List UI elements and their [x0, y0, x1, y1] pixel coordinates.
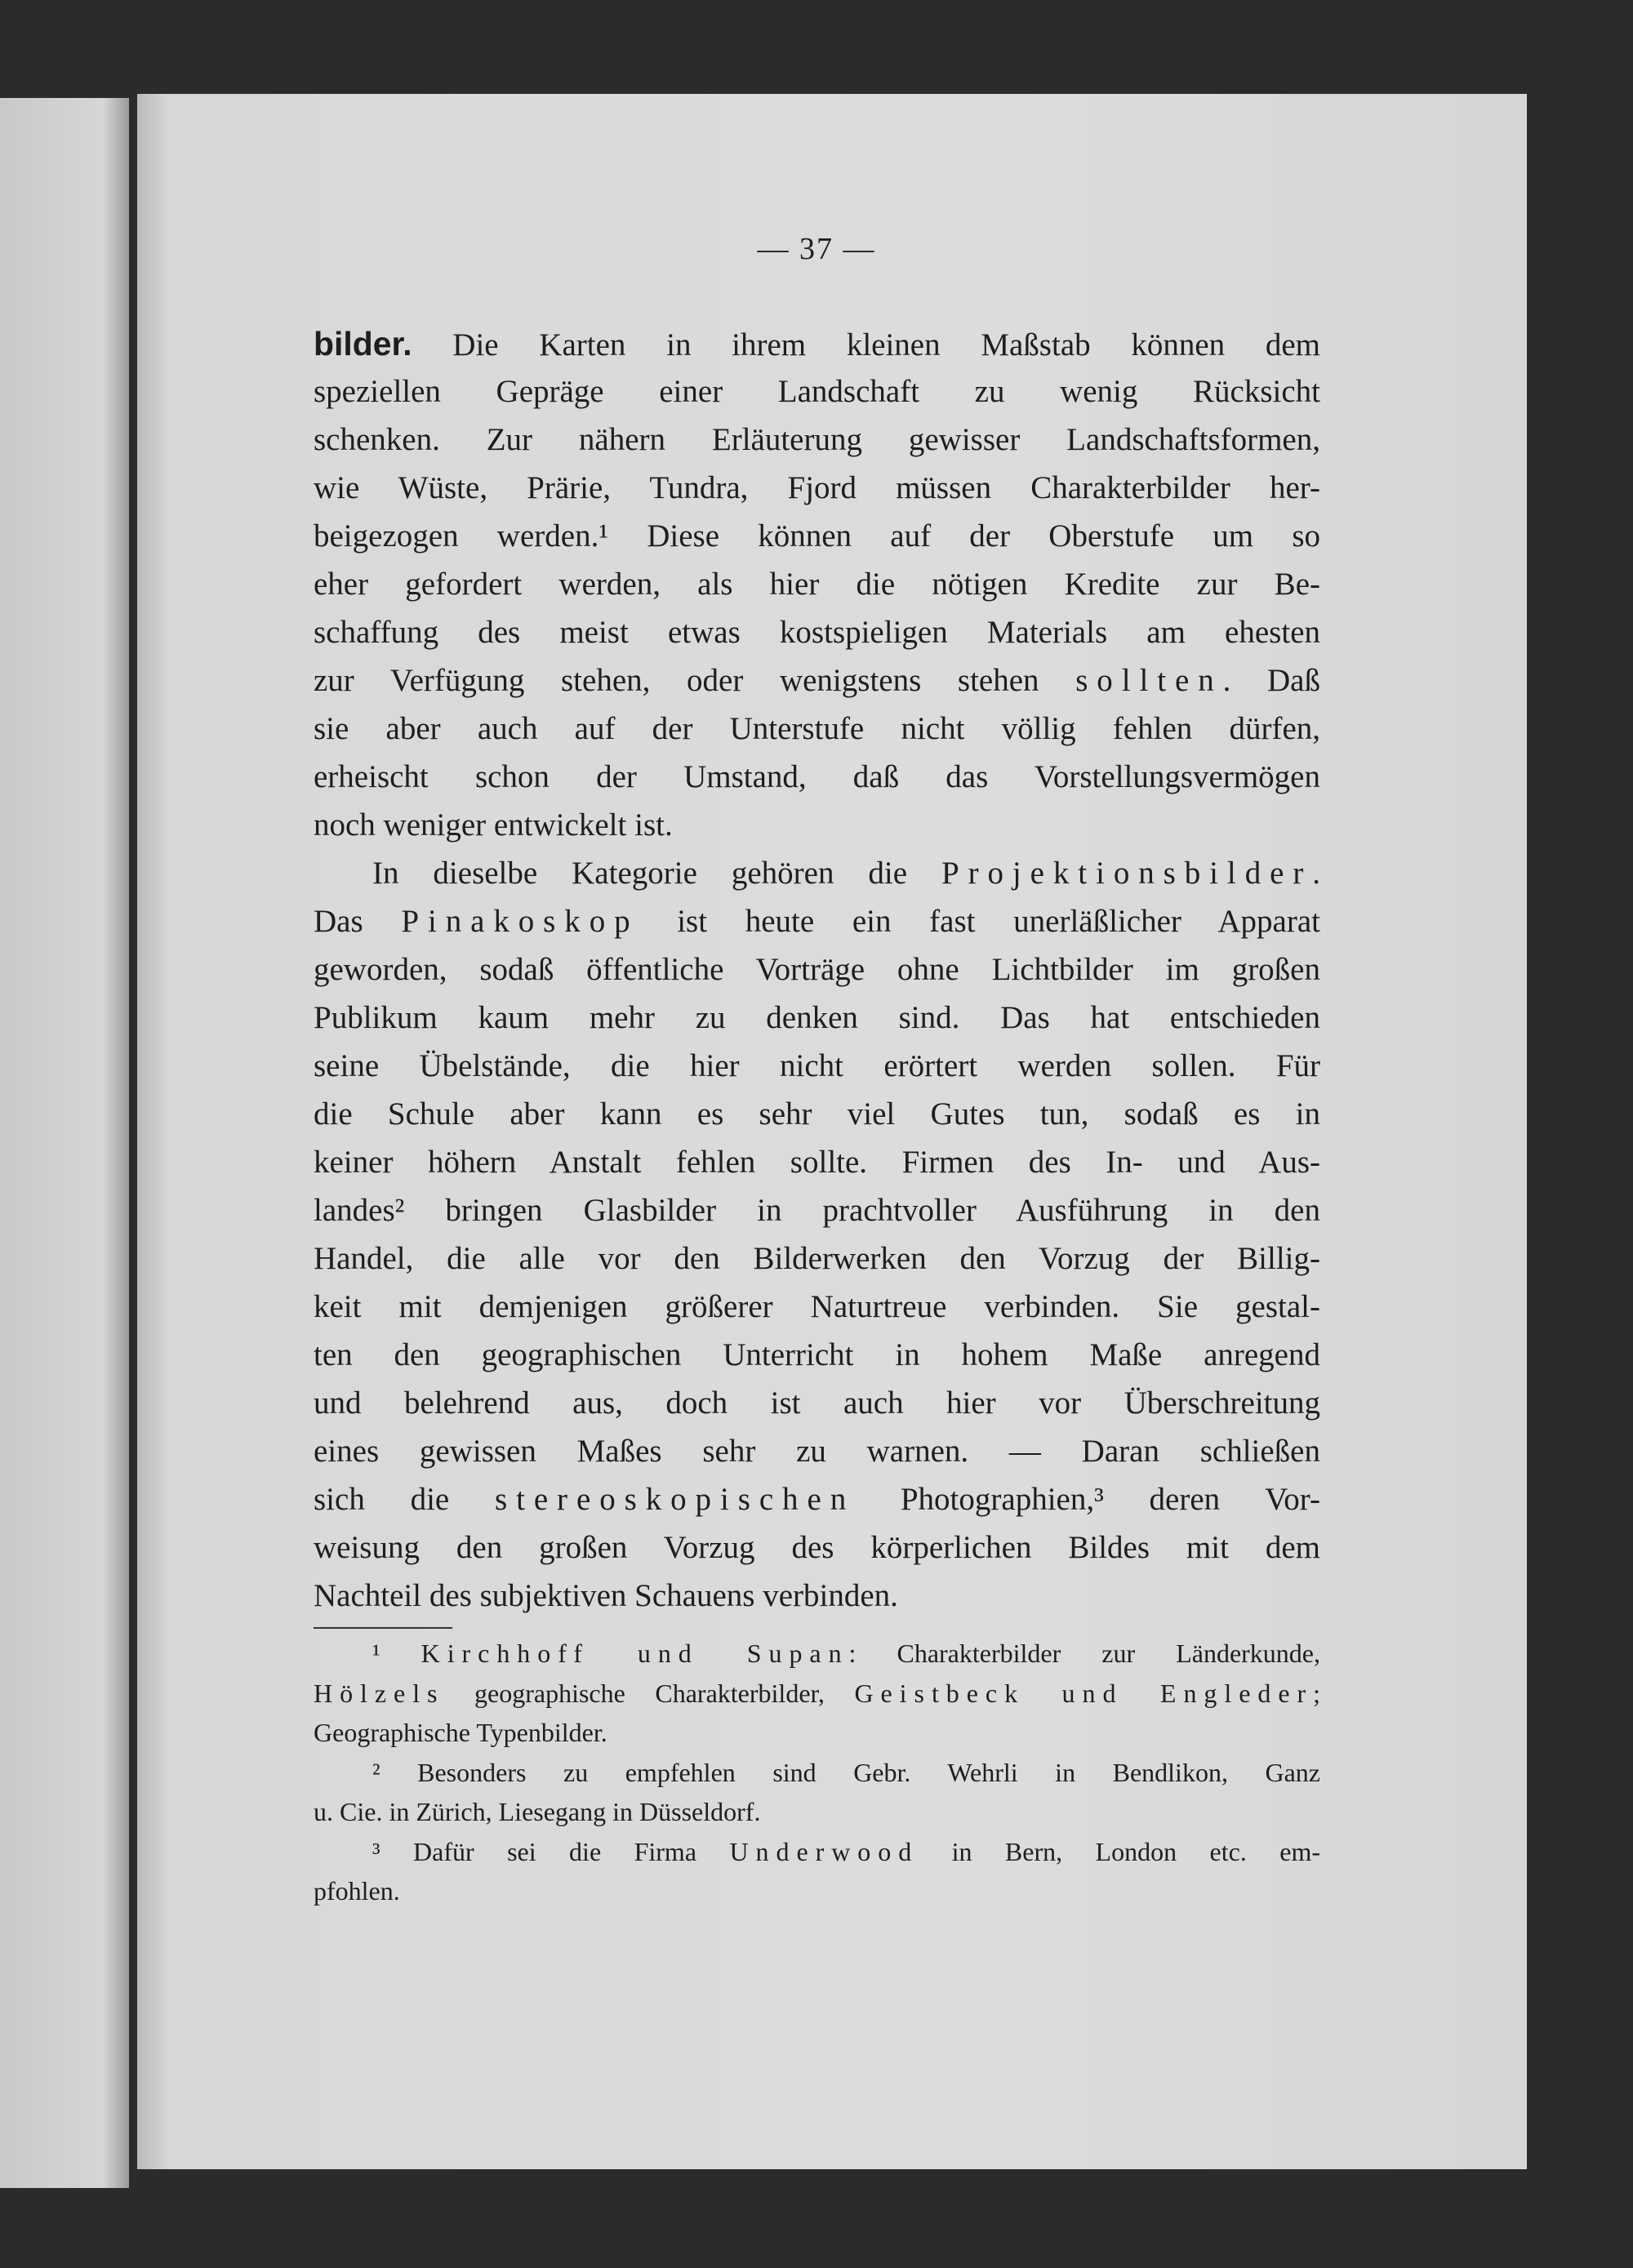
- bold-word: bilder.: [314, 325, 412, 362]
- text-segment: Publikum kaum mehr zu denken sind. Das hat entschieden: [314, 1000, 1320, 1035]
- text-segment: seine Übelstände, die hier nicht erörtert werden sollen. Für: [314, 1048, 1320, 1083]
- text-line: [314, 853, 1320, 894]
- text-line: [314, 709, 1320, 749]
- text-segment: beigezogen werden.¹ Diese können auf der Oberstufe um so: [314, 518, 1320, 554]
- spaced-emphasis: Projektionsbilder: [941, 856, 1313, 891]
- text-segment: Photographien,³ deren Vor-: [855, 1482, 1321, 1517]
- text-line: [314, 1287, 1320, 1327]
- text-segment: schenken. Zur nähern Erläuterung gewisser Landschaftsformen,: [314, 422, 1320, 457]
- text-line: [314, 1528, 1320, 1568]
- text-line: [314, 901, 1320, 942]
- footnote-line: [314, 1636, 1320, 1670]
- text-segment: eher gefordert werden, als hier die nötigen Kredite zur Be-: [314, 567, 1320, 602]
- spaced-emphasis: Kirchhoff und Supan: [420, 1639, 849, 1668]
- text-line: [314, 468, 1320, 509]
- spaced-emphasis: Underwood: [729, 1836, 919, 1866]
- text-line: [314, 371, 1320, 412]
- text-segment: . Daß: [1222, 663, 1320, 698]
- footnote-line: [314, 1834, 1320, 1869]
- text-segment: zur Verfügung stehen, oder wenigstens stehen: [314, 663, 1076, 698]
- text-line: [314, 949, 1320, 990]
- text-line: [314, 1576, 1320, 1617]
- text-segment: eines gewissen Maßes sehr zu warnen. — Daran schließen: [314, 1434, 1320, 1469]
- footnote-rule: [314, 1627, 452, 1629]
- text-segment: Geographische Typenbilder.: [314, 1718, 607, 1747]
- text-line: [314, 1431, 1320, 1472]
- text-line: [314, 420, 1320, 460]
- text-segment: wie Wüste, Prärie, Tundra, Fjord müssen Charakterbilder her-: [314, 470, 1320, 505]
- spaced-emphasis: Pinakoskop: [401, 904, 639, 939]
- text-segment: sich die: [314, 1482, 495, 1517]
- footnote-line: [314, 1874, 1320, 1908]
- text-segment: weisung den großen Vorzug des körperlichen Bildes mit dem: [314, 1530, 1320, 1565]
- text-segment: geworden, sodaß öffentliche Vorträge ohne Lichtbilder im großen: [314, 952, 1320, 987]
- text-segment: erheischt schon der Umstand, daß das Vorstellungsvermögen: [314, 759, 1320, 794]
- footnote-line: [314, 1715, 1320, 1750]
- text-line: [314, 1479, 1320, 1520]
- text-segment: in Bern, London etc. em-: [919, 1836, 1321, 1866]
- text-segment: schaffung des meist etwas kostspieligen Materials am ehesten: [314, 615, 1320, 650]
- spaced-emphasis: stereoskopischen: [494, 1482, 856, 1517]
- spaced-emphasis: Hölzels: [314, 1678, 445, 1708]
- text-segment: keit mit demjenigen größerer Naturtreue verbinden. Sie gestal-: [314, 1289, 1320, 1324]
- text-segment: ² Besonders zu empfehlen sind Gebr. Wehrli in Bendlikon, Ganz: [372, 1757, 1320, 1787]
- text-segment: landes² bringen Glasbilder in prachtvoller Ausführung in den: [314, 1193, 1320, 1228]
- text-line: [314, 1142, 1320, 1183]
- text-segment: Die Karten in ihrem kleinen Maßstab können dem: [412, 327, 1320, 362]
- text-segment: pfohlen.: [314, 1876, 400, 1906]
- text-line: [314, 998, 1320, 1038]
- spaced-emphasis: sollten: [1075, 663, 1223, 698]
- footnote-line: [314, 1755, 1320, 1790]
- text-line: [314, 757, 1320, 798]
- text-line: [314, 516, 1320, 557]
- footnote-line: [314, 1794, 1320, 1829]
- text-segment: ³ Dafür sei die Firma: [372, 1836, 730, 1866]
- text-segment: sie aber auch auf der Unterstufe nicht völlig fehlen dürfen,: [314, 711, 1320, 746]
- text-line: [314, 1046, 1320, 1087]
- text-line: [314, 612, 1320, 653]
- text-segment: In dieselbe Kategorie gehören die: [372, 856, 941, 891]
- text-segment: noch weniger entwickelt ist.: [314, 807, 673, 843]
- text-segment: keiner höhern Anstalt fehlen sollte. Firmen des In- und Aus-: [314, 1145, 1320, 1180]
- text-segment: geographische Charakterbilder,: [444, 1678, 855, 1708]
- text-segment: ;: [1313, 1678, 1321, 1708]
- text-line: [314, 1094, 1320, 1135]
- text-line: [314, 323, 1320, 364]
- text-segment: und belehrend aus, doch ist auch hier vor Überschreitung: [314, 1385, 1320, 1421]
- text-segment: Nachteil des subjektiven Schauens verbinden.: [314, 1578, 898, 1613]
- text-segment: : Charakterbilder zur Länderkunde,: [848, 1639, 1321, 1668]
- text-line: [314, 1383, 1320, 1424]
- text-segment: Handel, die alle vor den Bilderwerken den Vorzug der Billig-: [314, 1241, 1320, 1276]
- text-segment: speziellen Gepräge einer Landschaft zu wenig Rücksicht: [314, 374, 1320, 409]
- text-line: [314, 660, 1320, 701]
- text-segment: ist heute ein fast unerläßlicher Apparat: [639, 904, 1321, 939]
- text-segment: ¹: [372, 1639, 421, 1668]
- spaced-emphasis: Geistbeck und Engleder: [854, 1678, 1314, 1708]
- text-segment: die Schule aber kann es sehr viel Gutes tun, sodaß es in: [314, 1096, 1320, 1132]
- text-line: [314, 1190, 1320, 1231]
- text-line: [314, 805, 1320, 846]
- text-line: [314, 1239, 1320, 1279]
- text-line: [314, 564, 1320, 605]
- page-number: — 37 —: [757, 232, 876, 266]
- text-segment: ten den geographischen Unterricht in hohem Maße anregend: [314, 1337, 1320, 1372]
- text-line: [314, 1335, 1320, 1376]
- text-segment: u. Cie. in Zürich, Liesegang in Düsseldorf.: [314, 1797, 761, 1826]
- adjacent-page-edge: [0, 98, 129, 2188]
- text-segment: .: [1312, 856, 1320, 891]
- footnote-line: [314, 1676, 1320, 1710]
- text-segment: Das: [314, 904, 402, 939]
